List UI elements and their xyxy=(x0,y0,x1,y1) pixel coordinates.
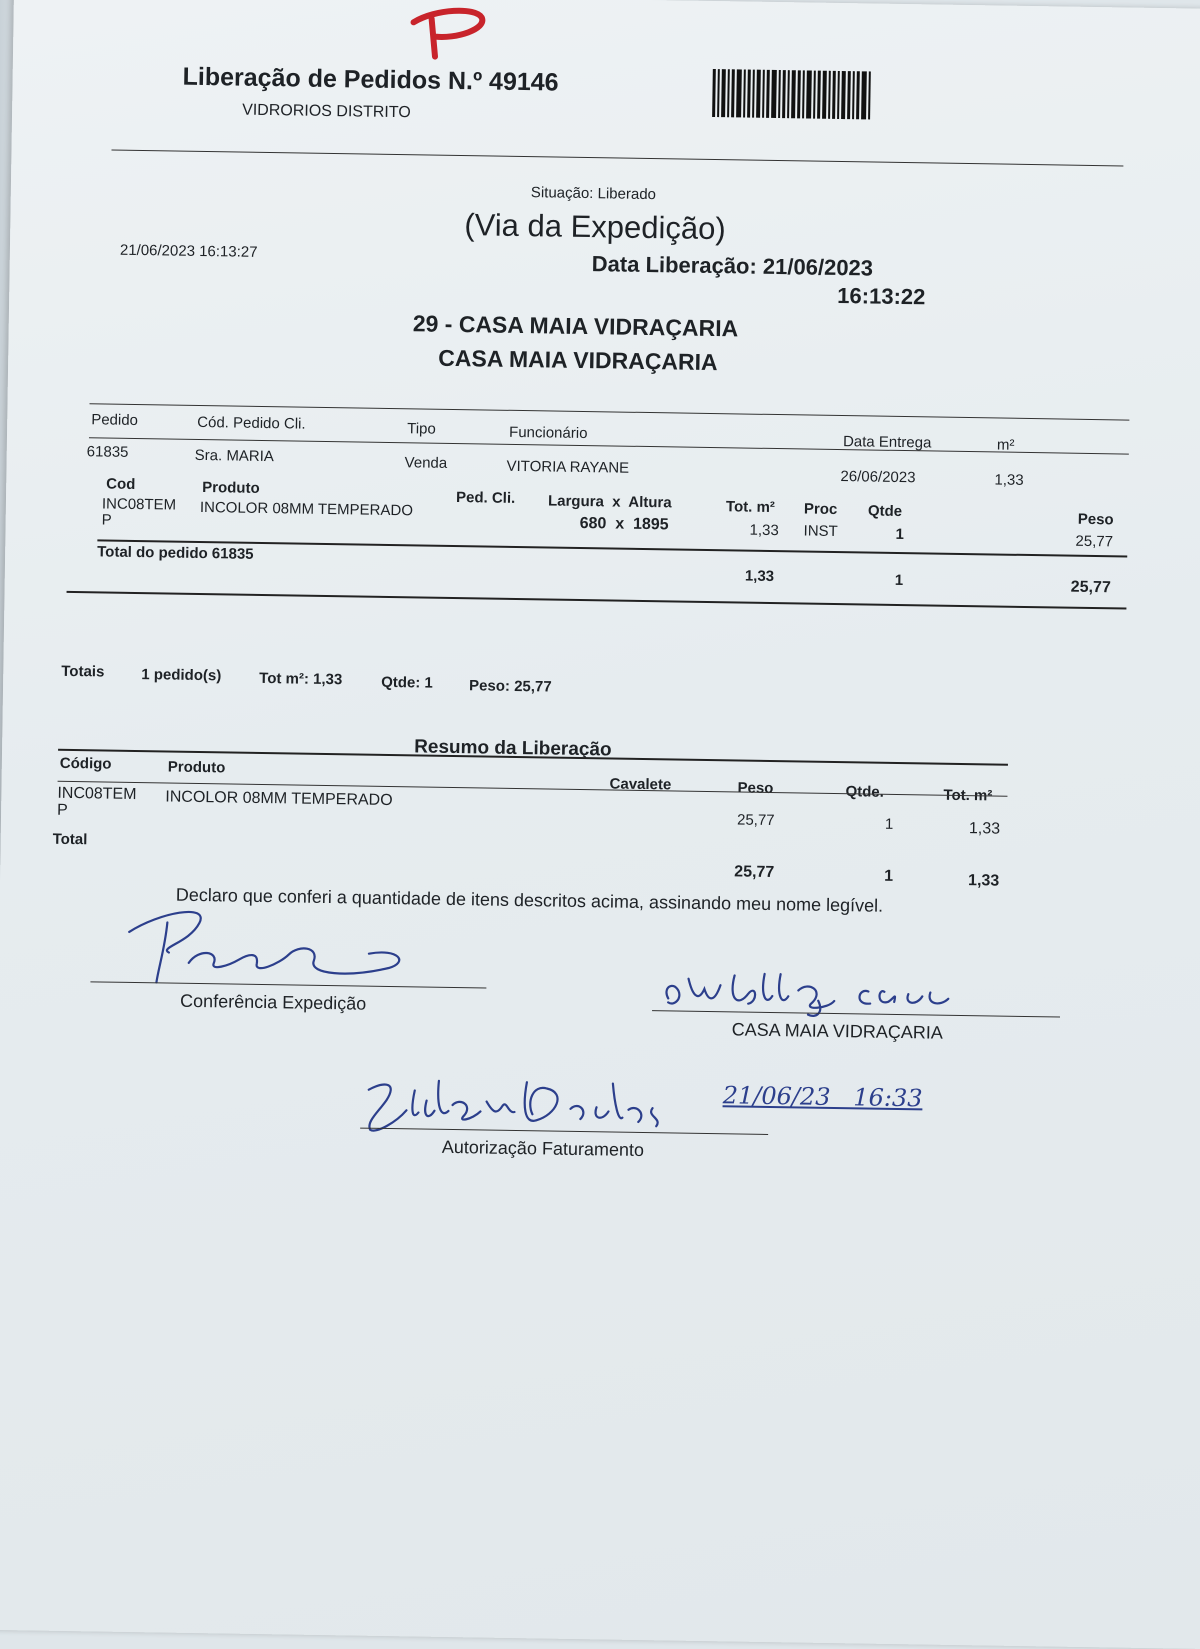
resumo-header-tot-m2: Tot. m² xyxy=(943,786,993,805)
barcode-icon xyxy=(712,69,873,120)
value-m2: 1,33 xyxy=(994,471,1024,489)
item-cod-suffix: P xyxy=(101,511,112,529)
totais-qtde: Qtde: 1 xyxy=(381,673,433,692)
resumo-total-label: Total xyxy=(52,830,88,849)
label-funcionario: Funcionário xyxy=(508,423,588,443)
value-pedido: 61835 xyxy=(86,443,129,461)
order-total-peso: 25,77 xyxy=(1070,578,1111,597)
resumo-total-qtde: 1 xyxy=(884,867,894,885)
item-header-peso: Peso xyxy=(1077,510,1114,529)
resumo-peso: 25,77 xyxy=(736,811,775,830)
item-dimensions: 680 x 1895 xyxy=(579,514,669,534)
printed-timestamp: 21/06/2023 16:13:27 xyxy=(119,241,258,261)
client-code-name: 29 - CASA MAIA VIDRAÇARIA xyxy=(412,310,739,342)
resumo-qtde: 1 xyxy=(884,815,894,833)
resumo-produto: INCOLOR 08MM TEMPERADO xyxy=(165,788,393,810)
declaration-text: Declaro que conferi a quantidade de itens descritos acima, assinando meu nome legível. xyxy=(175,884,884,916)
order-total-qtde: 1 xyxy=(894,571,904,590)
document-title: Liberação de Pedidos N.º 49146 xyxy=(182,62,559,97)
item-proc: INST xyxy=(803,522,838,541)
resumo-header-cavalete: Cavalete xyxy=(609,775,672,794)
order-total-label: Total do pedido 61835 xyxy=(97,543,254,563)
resumo-title: Resumo da Liberação xyxy=(413,736,612,761)
header-divider xyxy=(111,150,1123,167)
resumo-header-qtde: Qtde. xyxy=(845,783,884,801)
resumo-header-produto: Produto xyxy=(167,758,226,777)
resumo-total-tot-m2: 1,33 xyxy=(967,872,1000,890)
signature-conferencia-icon xyxy=(118,892,420,997)
totais-pedidos: 1 pedido(s) xyxy=(141,666,222,685)
totais-peso: Peso: 25,77 xyxy=(468,677,552,696)
item-cod: INC08TEM xyxy=(101,495,177,514)
totais-label: Totais xyxy=(61,662,105,681)
order-bottom-divider xyxy=(67,591,1127,610)
value-tipo: Venda xyxy=(404,454,448,472)
client-name: CASA MAIA VIDRAÇARIA xyxy=(438,344,718,376)
value-data-entrega: 26/06/2023 xyxy=(840,468,916,487)
label-data-entrega: Data Entrega xyxy=(842,433,932,452)
situacao-text: Situação: Liberado xyxy=(530,184,657,204)
item-header-proc: Proc xyxy=(803,500,838,518)
conferencia-label: Conferência Expedição xyxy=(179,990,367,1014)
cliente-label: CASA MAIA VIDRAÇARIA xyxy=(731,1019,943,1043)
item-header-cod: Cod xyxy=(106,475,136,493)
item-tot-m2: 1,33 xyxy=(749,521,779,540)
resumo-header-codigo: Código xyxy=(59,754,112,773)
label-m2: m² xyxy=(996,436,1015,454)
order-total-m2: 1,33 xyxy=(744,567,775,586)
resumo-codigo: INC08TEM xyxy=(57,784,137,804)
label-tipo: Tipo xyxy=(407,420,436,438)
via-title: (Via da Expedição) xyxy=(464,207,726,247)
item-qtde: 1 xyxy=(895,525,905,544)
item-header-tot-m2: Tot. m² xyxy=(725,498,775,517)
resumo-tot-m2: 1,33 xyxy=(968,820,1001,838)
resumo-header-peso: Peso xyxy=(737,779,774,798)
label-pedido: Pedido xyxy=(91,411,139,429)
item-peso: 25,77 xyxy=(1075,532,1114,551)
autorizacao-label: Autorização Faturamento xyxy=(441,1136,645,1161)
label-cod-pedido-cli: Cód. Pedido Cli. xyxy=(197,413,306,433)
item-produto: INCOLOR 08MM TEMPERADO xyxy=(199,498,414,520)
red-p-stamp-icon xyxy=(405,4,496,61)
data-liberacao: Data Liberação: 21/06/2023 xyxy=(591,251,874,281)
item-header-ped-cli: Ped. Cli. xyxy=(455,489,516,507)
value-cod-pedido-cli: Sra. MARIA xyxy=(194,446,275,466)
data-liberacao-time: 16:13:22 xyxy=(837,282,926,310)
handwritten-date: 21/06/23 16:33 xyxy=(722,1081,923,1113)
value-funcionario: VITORIA RAYANE xyxy=(506,457,630,477)
totais-tot-m2: Tot m²: 1,33 xyxy=(259,669,343,689)
item-header-produto: Produto xyxy=(202,479,260,497)
item-header-qtde: Qtde xyxy=(867,502,903,521)
resumo-codigo-suffix: P xyxy=(56,801,68,819)
resumo-total-peso: 25,77 xyxy=(734,863,775,882)
company-name: VIDRORIOS DISTRITO xyxy=(242,101,411,122)
item-header-largura-altura: Largura x Altura xyxy=(547,492,672,512)
